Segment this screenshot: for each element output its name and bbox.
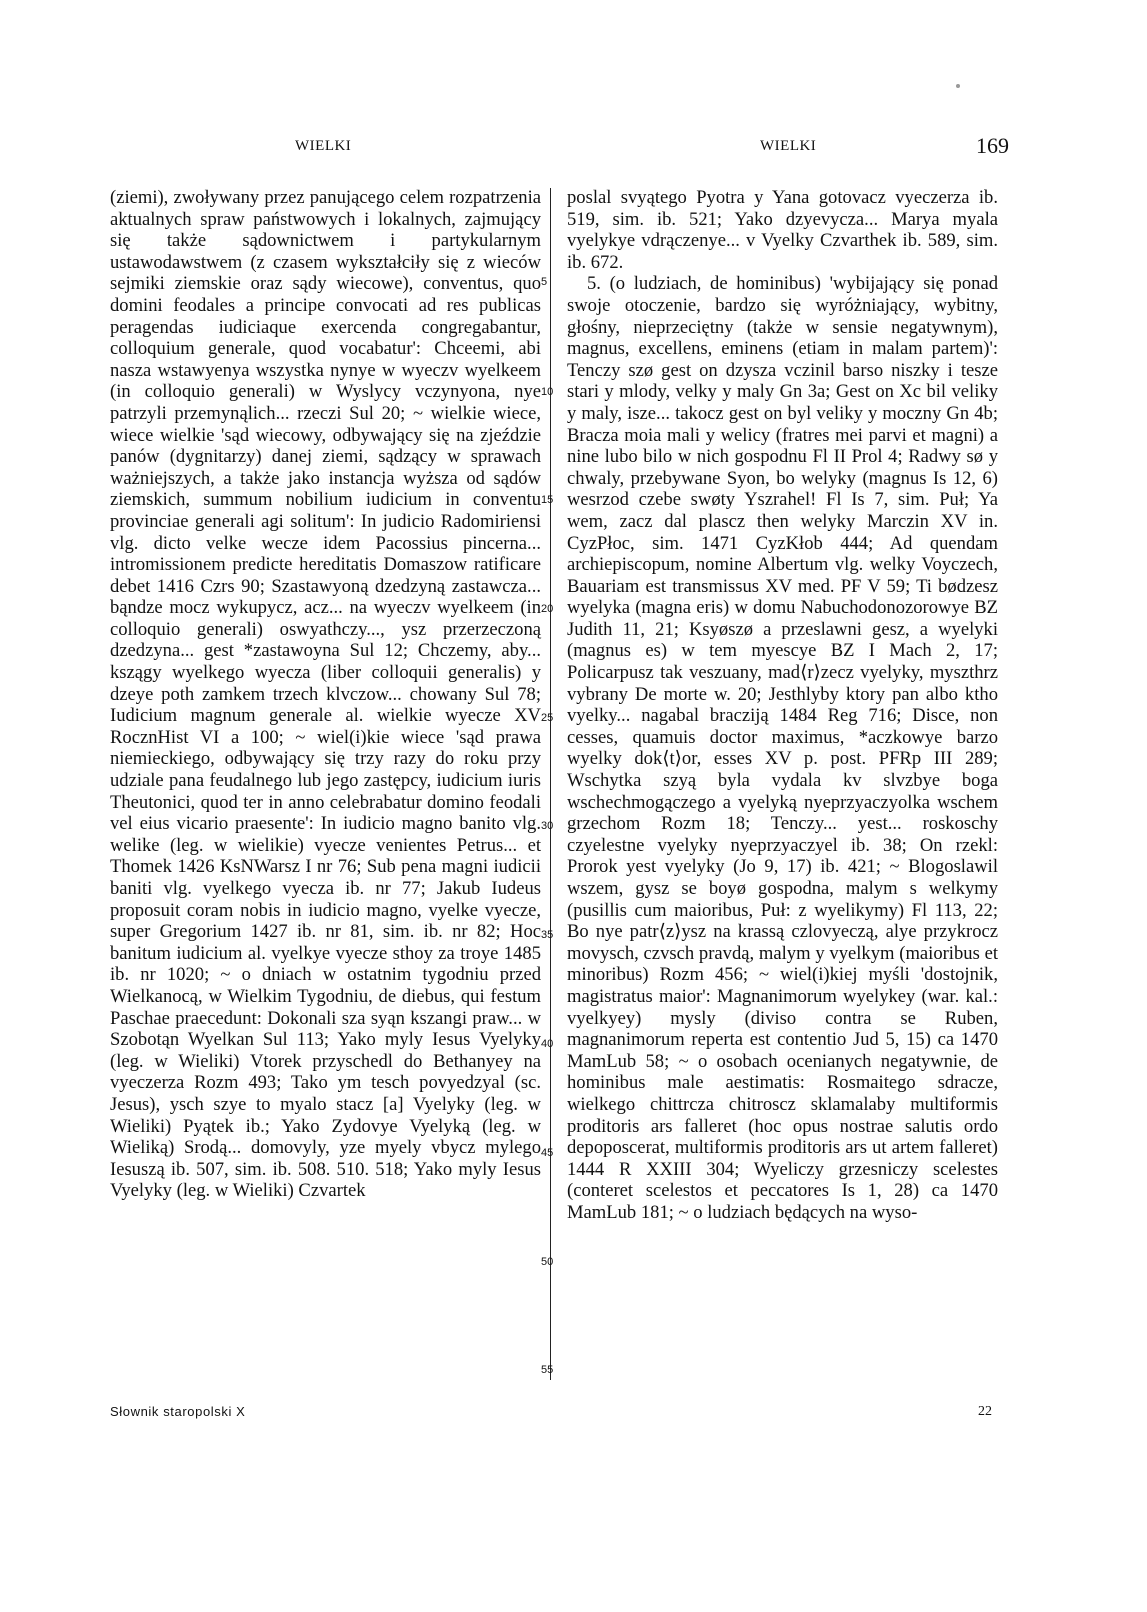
running-head-right: WIELKI [760,138,817,154]
running-head-left: WIELKI [295,138,352,154]
footer-signature: 22 [978,1404,992,1419]
left-column [110,187,541,1202]
page-number: 169 [976,133,1009,158]
column-rule [550,188,551,1380]
line-number: 25 [541,712,554,724]
line-number: 50 [541,1256,554,1268]
right-column-paragraph: 5. (o ludziach, de hominibus) 'wybijający się ponad swoje otoczenie, bardzo się wyróżniający, wybitny, głośny, nieprzeciętny (także w sensie negatywnym), magnus, excellens, eminens (etiam in malam partem)': Tenczy szø gest on dzysza vczinil barso niszky i tesze stari y mlody, velky y maly Gn 3a; Gest on Xc bil veliky y maly, isze... takocz gest on byl veliky y moczny Gn 4b; Bracza moia mali y welicy (fratres mei parvi et magni) a nine lubo bilo w nich gospodnu Fl II Prol 4; Radwy sø y chwaly, przebywane Syon, bo welyky (magnus Is 12, 6) wesrzod czebe swøty Yszrahel! Fl Is 7, sim. Puł; Ya wem, zacz dal plascz then welyky Marczin XV in. CyzPłoc, sim. 1471 CyzKłob 444; Ad quendam archiepiscopum, nomine Albertum vlg. welky Voyczech, Bauariam est transmissus XV med. PF V 59; Ti bødzesz wyelyka (magna eris) w domu Nabuchodonozorowye BZ Judith 11, 21; Ksyøszø a przeslawni gesz, a wyelyki (magnus es) w tem myescye BZ I Mach 2, 17; Policarpusz tak veszuany, mad⟨r⟩zecz vyelyky, myszthrz vybrany De morte w. 20; Jesthlyby ktory pan albo ktho vyelky... nagabal bracziją 1484 Reg 716; Disce, non cesses, quamuis doctor maximus, *aczkowye barzo wyelky dok⟨t⟩or, esses XV p. post. PFRp III 289; Wschytka szyą byla vydala kv slvzbye boga wschechmogączego a vyelyką nyeprzyaczyolka wschem grzechom Rozm 18; Tenczy... yest... roskoschy czyelestne vyelyky nyeprzyaczyel ib. 38; On rzekl: Prorok yest vyelyky (Jo 9, 17) ib. 421; ~ Blogoslawil wszem, gysz se boyø gospodna, malym s welkymy (pusillis cum maioribus, Puł: z wyelikymy) Fl 113, 22; Bo nye patr⟨z⟩ysz na krassą czlovyeczą, alye przykrocz movysch, czvsch pravdą, malym y vyelkym (maioribus et minoribus) Rozm 456; ~ wiel(i)kiej myśli 'dostojnik, magistratus maior': Magnanimorum wyelykey (war. kal.: vyelkyey) mysly (diviso contra se Ruben, magnanimorum reperta est contentio Jud 5, 15) ca 1470 MamLub 58; ~ o osobach ocenianych negatywnie, de hominibus male aestimatis: Rosmaitego sdracze, wielkego chittrcza chitroscz sklamalaby multiformis proditoris ars falleret (hoc opus nostrae salutis ordo depoposcerat, multiformis proditoris ars ut artem falleret) 1444 R XXIII 304; Wyeliczy grzesniczy scelestes (conteret scelestos et peccatores Is 1, 28) ca 1470 MamLub 181; ~ o ludziach będących na wyso- [567,273,998,1223]
line-number: 10 [541,386,554,398]
line-number: 40 [541,1038,554,1050]
speck [956,84,960,88]
line-number: 30 [541,820,554,832]
line-number: 45 [541,1147,554,1159]
line-number: 20 [541,603,554,615]
line-number: 15 [541,494,554,506]
line-number: 5 [541,276,548,288]
footer-title: Słownik staropolski X [110,1404,246,1419]
right-column [567,187,998,1224]
right-column-paragraph: poslal svyątego Pyotra y Yana gotovacz vyeczerza ib. 519, sim. ib. 521; Yako dzyevycza... Marya myala vyelykye vdrączenye... v Vyelky Czvarthek ib. 589, sim. ib. 672. [567,187,998,273]
left-column-text: (ziemi), zwoływany przez panującego celem rozpatrzenia aktualnych spraw państwowych i lokalnych, zajmujący się także sądownictwem i partykularnym ustawodawstwem (z czasem wykształciły się z wieców sejmiki ziemskie oraz sądy wiecowe), conventus, quo domini feodales a principe convocati ad res publicas peragendas iudiciaque exercenda congregabantur, colloquium generale, quod vocabatur': Chceemi, abi nasza wstawyenya wszystka nynye w wyeczv wyelkeem (in colloquio generali) w Wyslycy vczynyona, nye patrzyli przemynąlich... rzeczi Sul 20; ~ wielkie wiece, wiece wielkie 'sąd wiecowy, odbywający się na zjeździe panów (dygnitarzy) danej ziemi, sądzący w sprawach ważniejszych, a także jako instancja wyższa od sądów ziemskich, summum nobilium iudicium in conventu provinciae generali agi solitum': In judicio Radomiriensi vlg. dicto velke wecze idem Pacossius pincerna... intromissionem predicte hereditatis Domaszow ratificare debet 1416 Czrs 90; Szastawyoną dzedzyną zastawcza... bąndze mocz wykupycz, acz... na wyeczv wyelkeem (in colloquio generali) oswyathczy..., ysz przerzeczoną dzedzyna... gest *zastawoyna Sul 12; Chczemy, aby... kszągy wyelkego wyecza (liber colloquii generalis) y dzeye poth zamkem trzech klvczow... chowany Sul 78; Iudicium magnum generale al. wielkie wyecze XV RocznHist VI a 100; ~ wiel(i)kie wiece 'sąd prawa niemieckiego, odbywający się trzy razy do roku przy udziale pana feudalnego lub jego zastępcy, iudicium iuris Theutonici, quod ter in anno celebrabatur domino feodali vel eius vicario praesente': In iudicio magno banito vlg. welike (leg. w wielikie) vyecze venientes Petrus... et Thomek 1426 KsNWarsz I nr 76; Sub pena magni iudicii baniti vlg. vyelkego vyecza ib. nr 77; Jakub Iudeus proposuit coram nobis in iudicio magno, vyelke vyecze, super Gregorium 1427 ib. nr 81, sim. ib. nr 82; Hoc banitum iudicium al. vyelkye vyecze sthoy za troye 1485 ib. nr 1020; ~ o dniach w ostatnim tygodniu przed Wielkanocą, w Wielkim Tygodniu, de diebus, qui festum Paschae praecedunt: Dokonali sza syąn kszangi praw... w Szobotąn Wyelkan Sul 113; Yako myly Iesus Vyelyky (leg. w Wieliki) Vtorek przyschedl do Bethanyey na vyeczerza Rozm 493; Tako ym tesch povyedzyal (sc. Jesus), ysch szye to myalo stacz [a] Vyelyky (leg. w Wieliki) Pyątek ib.; Yako Zydovye Vyelyką (leg. w Wieliką) Srodą... domovyly, yze myely vbycz mylego Iesuszą ib. 507, sim. ib. 508. 510. 518; Yako myly Iesus Vyelyky (leg. w Wieliki) Czvartek [110,187,541,1202]
line-number: 35 [541,929,554,941]
line-number: 55 [541,1364,554,1376]
